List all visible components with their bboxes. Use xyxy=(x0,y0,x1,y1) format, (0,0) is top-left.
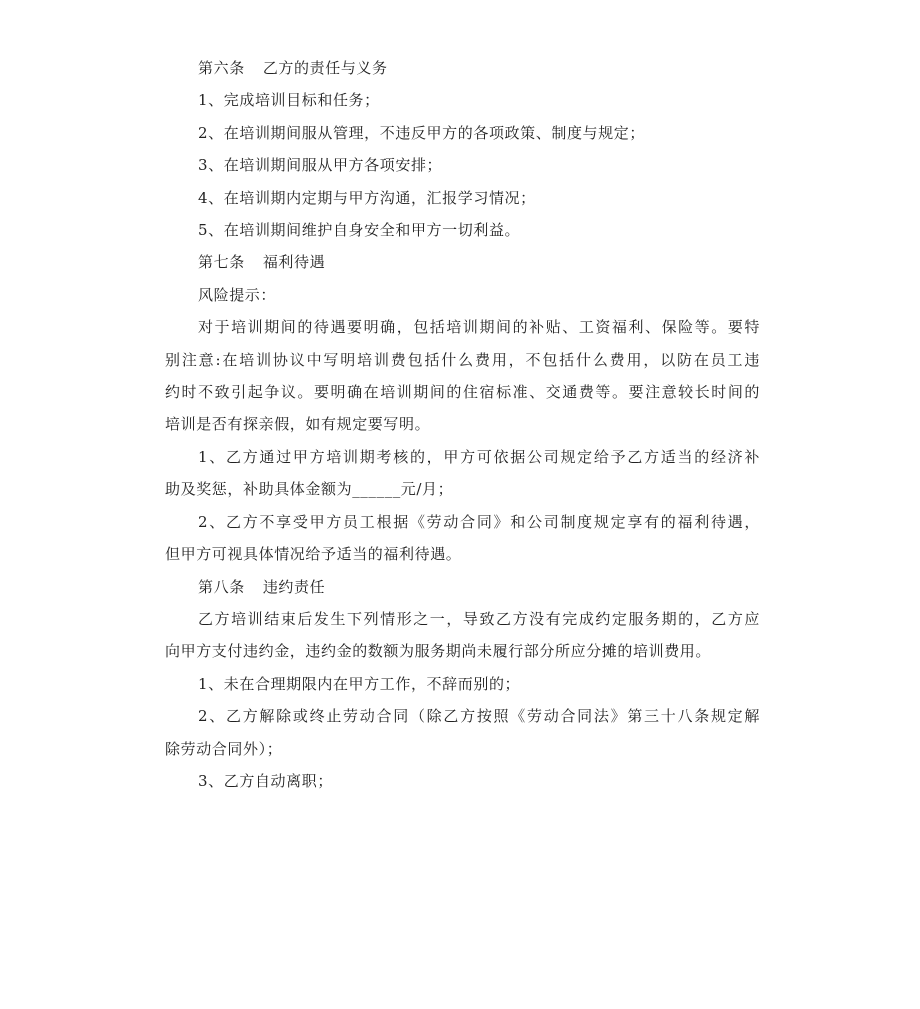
article-8-item-2-line-2: 除劳动合同外）； xyxy=(165,739,283,758)
article-8-intro-line-1: 乙方培训结束后发生下列情形之一，导致乙方没有完成约定服务期的，乙方应 xyxy=(198,609,760,628)
article-7-item-1-line-2: 助及奖惩，补助具体金额为______元/月； xyxy=(165,480,454,499)
article-7-item-2-line-1: 2、乙方不享受甲方员工根据《劳动合同》和公司制度规定享有的福利待遇， xyxy=(198,512,760,531)
risk-label: 风险提示： xyxy=(198,285,277,304)
article-8-intro-line-2: 向甲方支付违约金，违约金的数额为服务期尚未履行部分所应分摊的培训费用。 xyxy=(165,642,712,661)
article-6-item-4: 4、在培训期内定期与甲方沟通，汇报学习情况； xyxy=(198,188,536,207)
article-6-item-2: 2、在培训期间服从管理，不违反甲方的各项政策、制度与规定； xyxy=(198,123,645,142)
article-6-title: 乙方的责任与义务 xyxy=(262,59,388,77)
risk-line-2: 别注意:在培训协议中写明培训费包括什么费用，不包括什么费用，以防在员工违 xyxy=(165,350,760,369)
document-body xyxy=(165,52,760,797)
article-6-item-1: 1、完成培训目标和任务； xyxy=(198,91,380,110)
article-6-heading xyxy=(165,52,760,84)
article-7-item-1-line-1: 1、乙方通过甲方培训期考核的，甲方可依据公司规定给予乙方适当的经济补 xyxy=(198,447,760,466)
article-6-item-3: 3、在培训期间服从甲方各项安排； xyxy=(198,156,443,175)
risk-line-1: 对于培训期间的待遇要明确，包括培训期间的补贴、工资福利、保险等。要特 xyxy=(198,318,760,337)
article-8-heading xyxy=(165,571,760,603)
article-7-title: 福利待遇 xyxy=(262,253,326,272)
article-7-item-2-line-2: 但甲方可视具体情况给予适当的福利待遇。 xyxy=(165,545,462,564)
article-7-heading xyxy=(165,246,760,278)
article-8-title: 违约责任 xyxy=(262,577,326,596)
article-6-number: 第六条 xyxy=(198,59,245,77)
article-7-number: 第七条 xyxy=(198,253,245,272)
risk-line-3: 约时不致引起争议。要明确在培训期间的住宿标准、交通费等。要注意较长时间的 xyxy=(165,383,760,402)
article-8-item-2-line-1: 2、乙方解除或终止劳动合同（除乙方按照《劳动合同法》第三十八条规定解 xyxy=(198,707,760,726)
article-6-item-5: 5、在培训期间维护自身安全和甲方一切利益。 xyxy=(198,221,521,240)
risk-line-4: 培训是否有探亲假，如有规定要写明。 xyxy=(165,415,431,434)
article-8-number: 第八条 xyxy=(198,577,245,596)
article-8-item-1: 1、未在合理期限内在甲方工作，不辞而别的； xyxy=(198,674,521,693)
article-8-item-3: 3、乙方自动离职； xyxy=(198,771,333,790)
